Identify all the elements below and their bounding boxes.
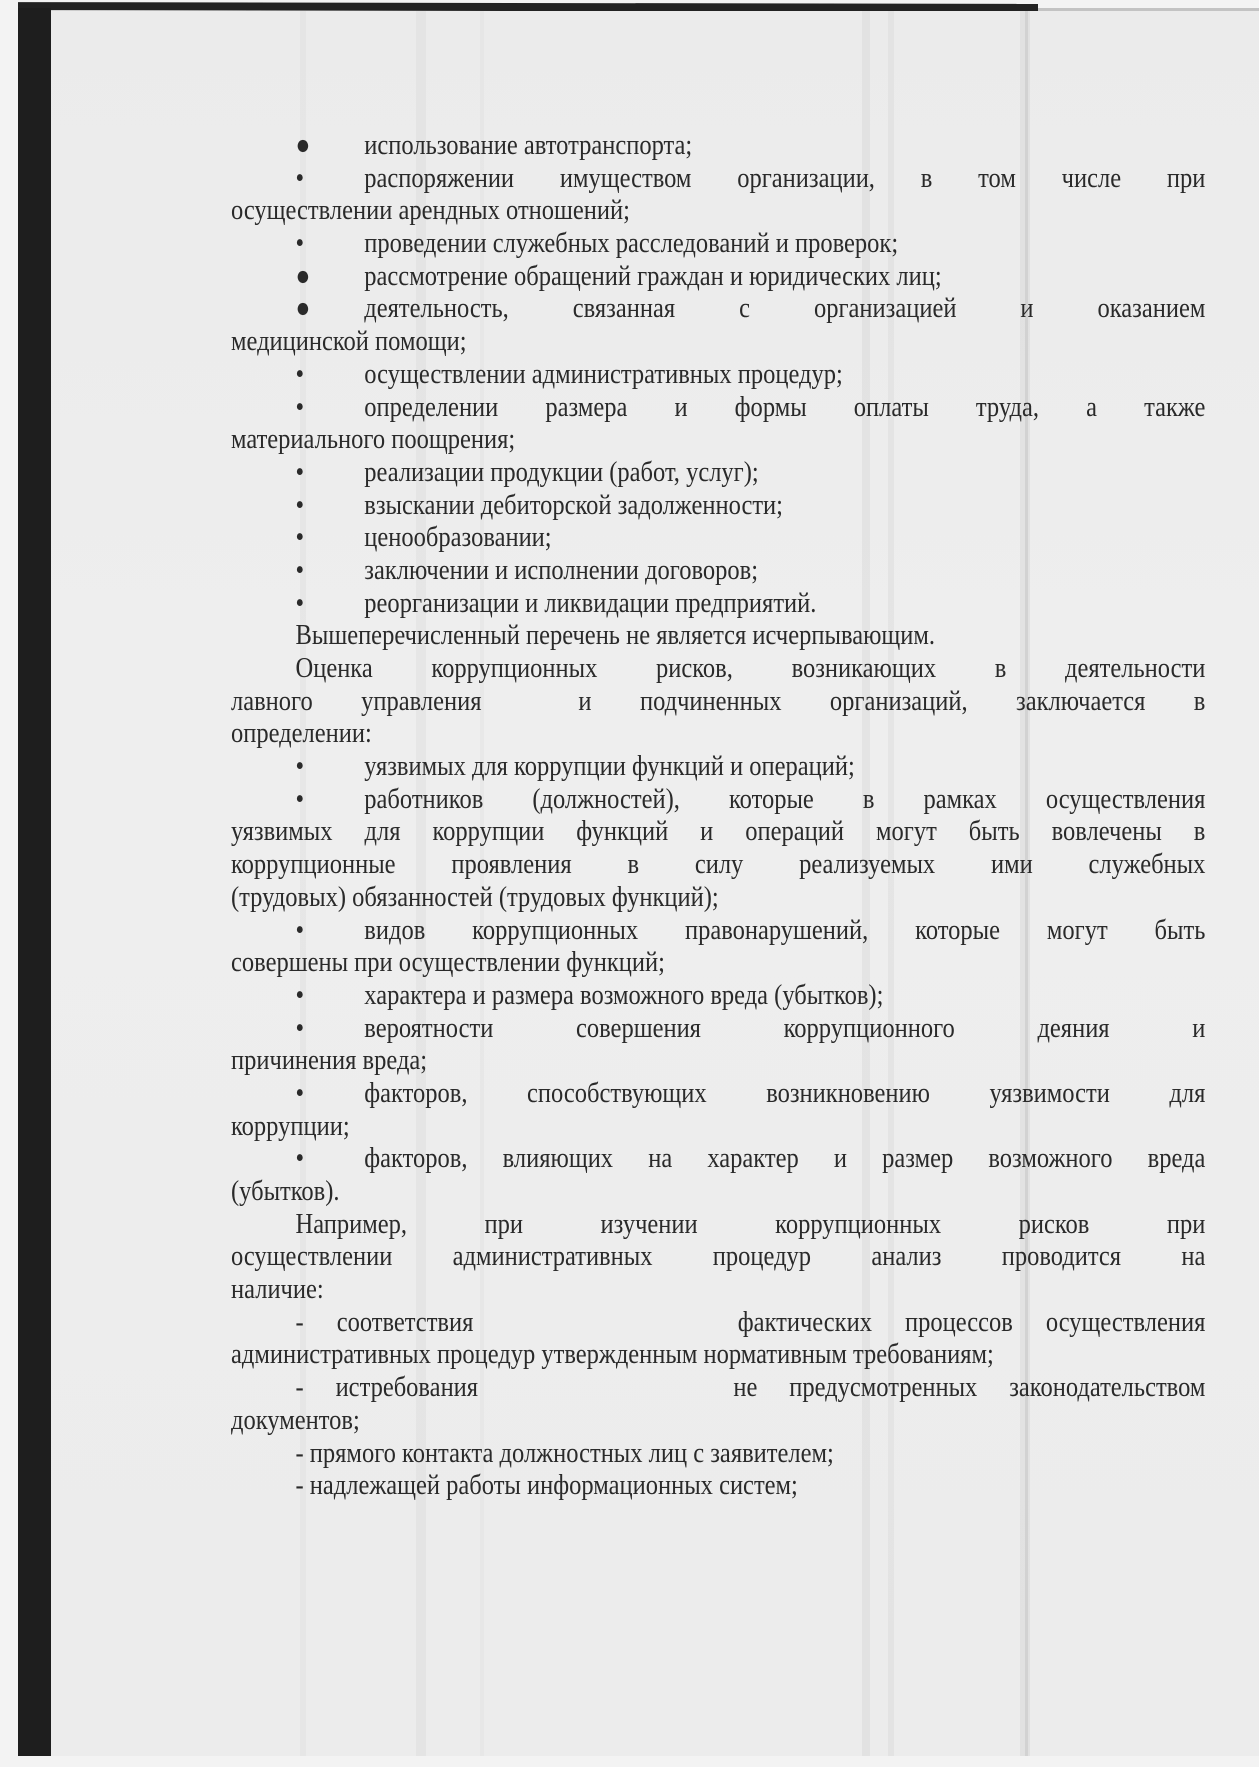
list-item-continuation: уязвимых для коррупции функций и операций могут быть вовлечены в [231, 816, 1206, 848]
list-item [231, 457, 1205, 490]
paragraph-line: Например, при изучении коррупционных рисков при [295, 1208, 1206, 1240]
bullet-icon: • [295, 1012, 305, 1044]
bullet-icon: • [295, 1143, 305, 1175]
list-item-text: - прямого контакта должностных лиц с заявителем; [295, 1437, 834, 1469]
list-item [231, 751, 1205, 784]
bullet-icon: ● [295, 260, 311, 292]
list-item-text: распоряжении имуществом организации, в том числе при • [295, 162, 1206, 194]
bullet-icon: • [295, 358, 305, 390]
list-item-text: использование автотранспорта; ● [295, 130, 693, 161]
list-item [231, 555, 1205, 588]
bullet-icon: • [295, 522, 305, 554]
list-item-text: рассмотрение обращений граждан и юридических лиц; ● [295, 260, 942, 292]
list-item-continuation: документов; [231, 1404, 360, 1436]
list-item-text: - надлежащей работы информационных систем; [295, 1470, 798, 1502]
bullet-icon: • [295, 456, 305, 488]
paragraph-line: Оценка коррупционных рисков, возникающих в деятельности [295, 653, 1206, 684]
list-item-continuation: (убытков). [231, 1176, 340, 1207]
list-item-text: характера и размера возможного вреда (убытков); • [295, 979, 884, 1011]
paragraph-continuation: лавного управления и подчиненных организаций, заключается в [231, 685, 1206, 717]
list-item [231, 293, 1205, 358]
list-item-continuation: материального поощрения; [231, 424, 516, 456]
paragraph-example [231, 1209, 1205, 1307]
scan-border-left [18, 8, 51, 1756]
list-item [231, 261, 1205, 294]
list-item-continuation: осуществлении арендных отношений; [231, 195, 630, 227]
list-item-text: проведении служебных расследований и проверок; • [295, 228, 899, 260]
document-body [231, 130, 1205, 1503]
bullet-icon: • [295, 554, 305, 586]
list-item-text: видов коррупционных правонарушений, которые могут быть • [295, 914, 1206, 946]
list-item-continuation: коррупционные проявления в силу реализуемых ими служебных [231, 849, 1206, 881]
list-item-text: реорганизации и ликвидации предприятий. • [295, 587, 817, 619]
list-item-text: взыскании дебиторской задолженности; • [295, 489, 783, 521]
bullet-icon: • [295, 914, 305, 946]
bullet-icon: ● [295, 293, 311, 325]
assessment-list [231, 751, 1205, 1209]
bullet-icon: • [295, 228, 305, 260]
list-item [231, 490, 1205, 523]
bullet-icon: • [295, 783, 305, 815]
analysis-list [231, 1307, 1205, 1503]
list-item [231, 1013, 1205, 1078]
list-item-text: факторов, влияющих на характер и размер возможного вреда • [295, 1143, 1206, 1175]
list-item-text: ценообразовании; • [295, 522, 552, 554]
bullet-icon: • [295, 162, 305, 194]
bullet-icon: • [295, 587, 305, 619]
bullet-icon: • [295, 489, 305, 521]
list-item-continuation: (трудовых) обязанностей (трудовых функций); [231, 881, 719, 913]
list-item-continuation: причинения вреда; [231, 1045, 428, 1077]
list-item [231, 1470, 1205, 1503]
paragraph-continuation: наличие: [231, 1274, 324, 1306]
list-item-continuation: медицинской помощи; [231, 326, 467, 358]
list-item-continuation: коррупции; [231, 1110, 350, 1142]
list-item [231, 1143, 1205, 1208]
list-item [231, 1438, 1205, 1471]
list-item-text: работников (должностей), которые в рамках осуществления • [295, 783, 1206, 815]
list-item-text: определении размера и формы оплаты труда, а также • [295, 391, 1206, 423]
bullet-icon: • [295, 979, 305, 1011]
list-item-text: деятельность, связанная с организацией и оказанием ● [295, 293, 1206, 325]
list-item-text: реализации продукции (работ, услуг); • [295, 456, 759, 488]
list-item-text: уязвимых для коррупции функций и операций; • [295, 751, 855, 783]
activity-list [231, 130, 1205, 620]
list-item [231, 163, 1205, 228]
list-item [231, 915, 1205, 980]
list-item [231, 1078, 1205, 1143]
list-item-text: вероятности совершения коррупционного деяния и • [295, 1012, 1206, 1044]
list-item-text: - соответствия фактических процессов осуществления [295, 1306, 1206, 1338]
paragraph-continuation: определении: [231, 718, 372, 750]
list-item-text: - истребования не предусмотренных законодательством [295, 1372, 1206, 1404]
bullet-icon: ● [295, 130, 311, 161]
list-item-text: осуществлении административных процедур; • [295, 358, 843, 390]
list-item [231, 522, 1205, 555]
paragraph-not-exhaustive: Вышеперечисленный перечень не является исчерпывающим. [295, 620, 936, 652]
list-item [231, 392, 1205, 457]
paragraph-continuation: осуществлении административных процедур анализ проводится на [231, 1241, 1206, 1273]
list-item [231, 228, 1205, 261]
list-item-text: заключении и исполнении договоров; • [295, 554, 759, 586]
list-item [231, 1307, 1205, 1372]
paragraph-assessment [231, 653, 1205, 751]
bullet-icon: • [295, 391, 305, 423]
list-item [231, 588, 1205, 621]
list-item-text: факторов, способствующих возникновению уязвимости для • [295, 1077, 1206, 1109]
bullet-icon: • [295, 1077, 305, 1109]
list-item [231, 980, 1205, 1013]
list-item [231, 784, 1205, 915]
list-item [231, 1372, 1205, 1437]
list-item [231, 359, 1205, 392]
list-item-continuation: совершены при осуществлении функций; [231, 947, 665, 979]
list-item [231, 130, 1205, 163]
list-item-continuation: административных процедур утвержденным нормативным требованиям; [231, 1339, 994, 1371]
bullet-icon: • [295, 751, 305, 783]
